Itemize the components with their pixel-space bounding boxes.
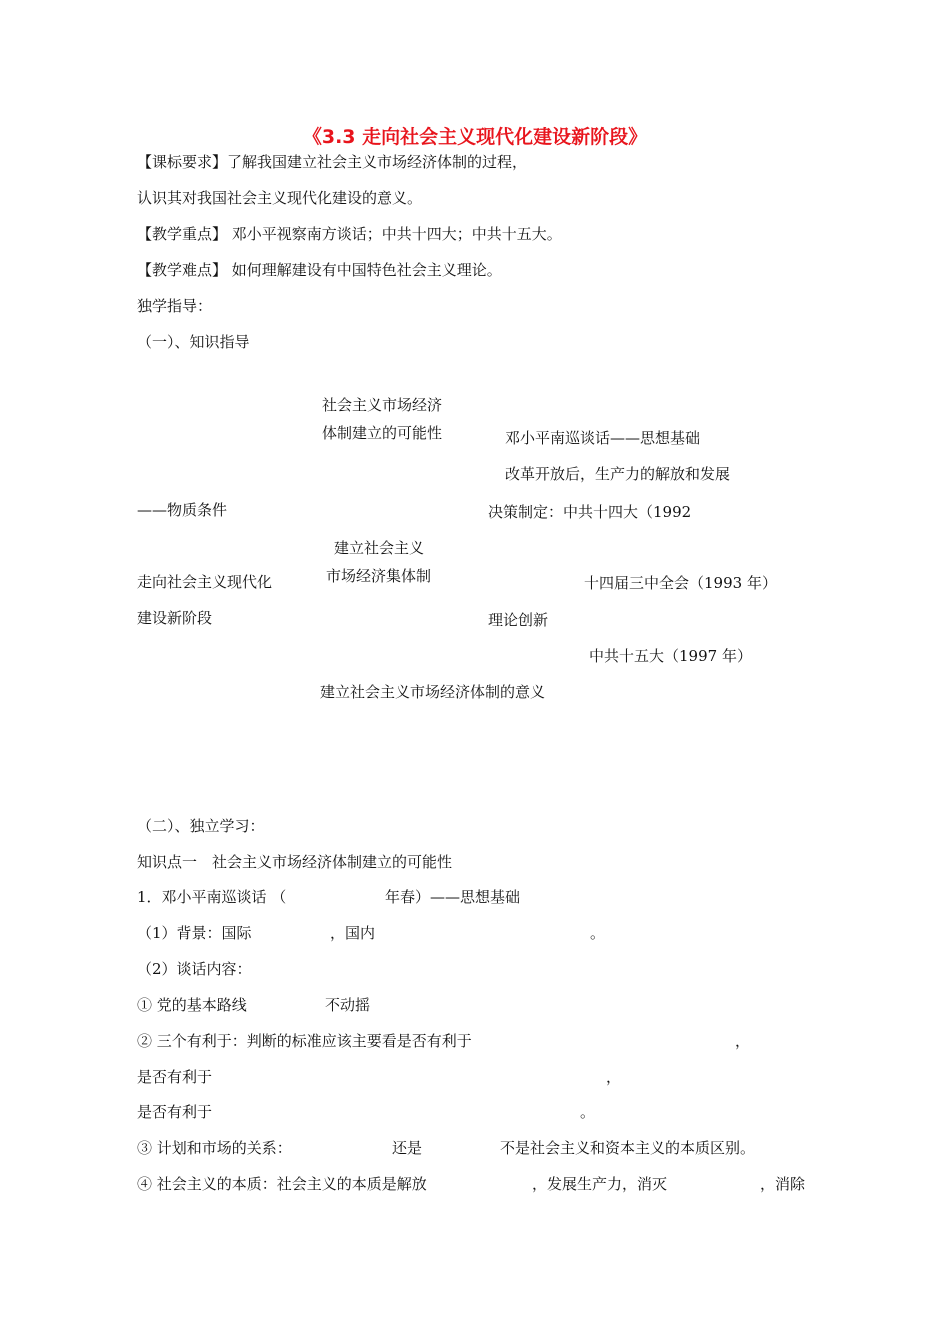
section-knowledge-guide: （一）、知识指导 (137, 333, 250, 351)
key-points: 【教学重点】 邓小平视察南方谈话；中共十四大；中共十五大。 (137, 225, 562, 243)
study-guide-heading: 独学指导： (137, 297, 213, 315)
diagram-establish-line2: 市场经济集体制 (326, 567, 432, 585)
background-label: （1）背景：国际 (137, 924, 252, 942)
diagram-possibility-line2: 体制建立的可能性 (322, 424, 443, 442)
content-item4-middle: ，发展生产力，消灭 (532, 1175, 668, 1193)
content-item2-line2-comma: ， (606, 1068, 622, 1086)
diagram-plenary-session: 十四届三中全会（1993 年） (584, 574, 777, 592)
curriculum-standard-line1: 【课标要求】了解我国建立社会主义市场经济体制的过程， (137, 153, 528, 171)
diagram-deng-talk: 邓小平南巡谈话——思想基础 (505, 429, 701, 447)
section-independent-study: （二）、独立学习： (137, 817, 265, 835)
diagram-material-condition: ——物质条件 (137, 501, 228, 519)
curriculum-standard-line2: 认识其对我国社会主义现代化建设的意义。 (137, 189, 423, 207)
diagram-fifteenth-congress: 中共十五大（1997 年） (589, 647, 752, 665)
content-item2-comma: ， (735, 1032, 751, 1050)
content-item3: ③ 计划和市场的关系： (137, 1139, 292, 1157)
talk-content-label: （2）谈话内容： (137, 960, 252, 978)
diagram-possibility-line1: 社会主义市场经济 (322, 396, 443, 414)
item1-suffix: 年春）——思想基础 (385, 888, 521, 906)
background-end: 。 (590, 924, 606, 942)
content-item2-line3: 是否有利于 (137, 1103, 213, 1121)
page-title: 《3.3 走向社会主义现代化建设新阶段》 (302, 126, 648, 148)
knowledge-point-one: 知识点一 社会主义市场经济体制建立的可能性 (137, 853, 453, 871)
content-item4-end: ，消除 (760, 1175, 806, 1193)
content-item2: ② 三个有利于：判断的标准应该主要看是否有利于 (137, 1032, 472, 1050)
content-item3-or: 还是 (392, 1139, 423, 1157)
diagram-significance: 建立社会主义市场经济体制的意义 (320, 683, 546, 701)
diagram-main-topic-line1: 走向社会主义现代化 (137, 573, 273, 591)
item1-label: 1．邓小平南巡谈话 （ (137, 888, 287, 906)
content-item1-suffix: 不动摇 (325, 996, 371, 1014)
content-item3-suffix: 不是社会主义和资本主义的本质区别。 (500, 1139, 756, 1157)
diagram-decision: 决策制定：中共十四大（1992 (488, 503, 692, 521)
content-item2-line2: 是否有利于 (137, 1068, 213, 1086)
diagram-main-topic-line2: 建设新阶段 (137, 609, 213, 627)
content-item4: ④ 社会主义的本质：社会主义的本质是解放 (137, 1175, 427, 1193)
content-item2-line3-end: 。 (580, 1103, 596, 1121)
difficulty: 【教学难点】 如何理解建设有中国特色社会主义理论。 (137, 261, 502, 279)
diagram-establish-line1: 建立社会主义 (334, 539, 425, 557)
diagram-reform: 改革开放后，生产力的解放和发展 (505, 465, 731, 483)
content-item1: ① 党的基本路线 (137, 996, 247, 1014)
background-domestic: ，国内 (330, 924, 376, 942)
diagram-theory-innovation: 理论创新 (488, 611, 549, 629)
